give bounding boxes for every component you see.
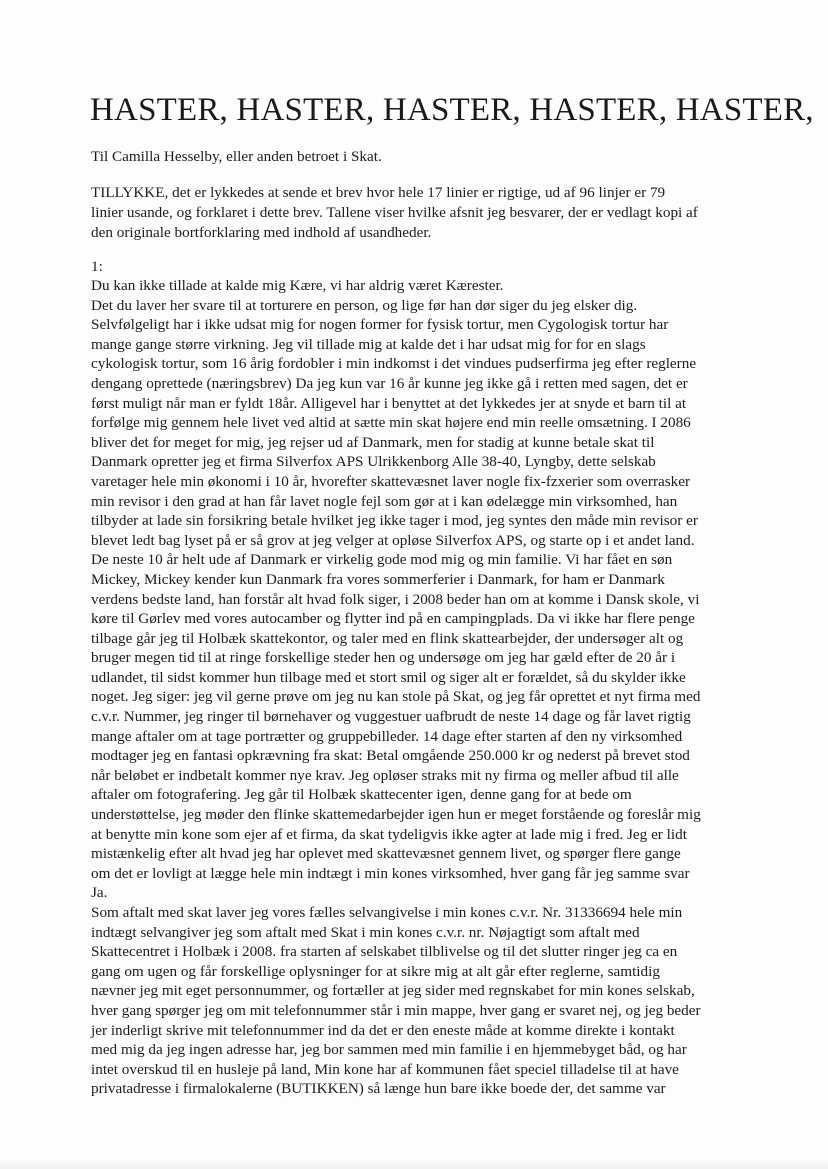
intro-line: den originale bortforklaring med indhold af usandheder. [91, 224, 432, 241]
body-line: mange aftaler om at tage portrætter og gruppebilleder. 14 dage efter starten af den ny virksomhed [91, 727, 683, 745]
body-line: modtager jeg en fantasi opkrævning fra skat: Betal omgående 250.000 kr og nederst på brevet stod [91, 747, 690, 765]
intro-paragraph [91, 183, 741, 243]
body-line: aftaler om fotografering. Jeg går til Holbæk skattecenter igen, denne gang for at bede om [91, 786, 632, 804]
body-line: udlandet, til sidst kommer hun tilbage med et stort smil og siger alt er forældet, så du skylder ikke [91, 668, 686, 686]
intro-line: linier usande, og forklaret i dette brev. Tallene viser hvilke afsnit jeg besvarer, der er vedlagt kopi af [91, 204, 698, 221]
body-line: De neste 10 år helt ude af Danmark er virkelig gode mod mig og min familie. Vi har fået en søn [91, 551, 673, 569]
body-line: køre til Gørlev med vores autocamber og flytter ind på en campingplads. Da vi ikke har flere penge [91, 610, 695, 628]
body-line: tilbage går jeg til Holbæk skattekontor, og taler med en flink skattearbejder, der undersøger alt og [91, 629, 684, 647]
body-line: om det er lovligt at lægge hele min indtægt i min kones virksomhed, hver gang får jeg samme svar [91, 864, 690, 882]
body-line: mange gange større virkning. Jeg vil tillade mig at kalde det i har udsat mig for for en slags [91, 335, 646, 353]
body-line: med mig da jeg ingen adresse har, jeg bor sammen med min familie i en hjemmebyget båd, og har [91, 1041, 687, 1059]
body-line: hver gang spørger jeg om mit telefonnummer står i min mappe, hver gang er svaret nej, og jeg beder [91, 1001, 701, 1019]
body-line: privatadresse i firmalokalerne (BUTIKKEN) så længe hun bare ikke boede der, det samme var [91, 1080, 666, 1098]
body-line: bliver det for meget for mig, jeg rejser ud af Danmark, men for stadig at kunne betale skat til [91, 433, 655, 451]
salutation-line: Til Camilla Hesselby, eller anden betroet i Skat. [91, 148, 382, 165]
intro-line: TILLYKKE, det er lykkedes at sende et brev hvor hele 17 linier er rigtige, ud af 96 linjer er 79 [91, 184, 666, 201]
body-line: jer inderligt skrive mit telefonnummer ind da det er den eneste måde at komme direkte i kontakt [91, 1021, 675, 1039]
body-line: blevet ledt bag lyset på er så grov at jeg velger at opløse Silverfox APS, og starte op i et andet land. [91, 531, 695, 549]
body-line: Skattecentret i Holbæk i 2008. fra starten af selskabet tilblivelse og til det slutter ringer jeg ca en [91, 943, 678, 961]
section-number: 1: [91, 258, 103, 275]
body-line: at benytte min kone som ejer af et firma, da skat tydeligvis ikke agter at lade mig i fred. Jeg er lidt [91, 825, 687, 843]
scan-edge [0, 1157, 828, 1169]
body-line: gang om ugen og får forskellige oplysninger for at sikre mig at alt går efter reglerne, samtidig [91, 962, 660, 980]
body-line: dengang oprettede (næringsbrev) Da jeg kun var 16 år kunne jeg ikke gå i retten med sagen, det er [91, 374, 688, 392]
body-line: Mickey, Mickey kender kun Danmark fra vores sommerferier i Danmark, for ham er Danmark [91, 570, 665, 588]
body-line: først muligt når man er fyldt 18år. Alligevel har i benyttet at det lykkedes jer at snyde et barn til at [91, 394, 687, 412]
body-line: tilbyder at lade sin forsikring betale hvilket jeg ikke tager i mod, jeg syntes den måde min revisor er [91, 512, 698, 530]
body-line: Det du laver her svare til at torturere en person, og lige før han dør siger du jeg elsker dig. [91, 296, 638, 314]
body-line: Danmark opretter jeg et firma Silverfox APS Ulrikkenborg Alle 38-40, Lyngby, dette selskab [91, 453, 656, 471]
body-line: forfølge mig gennem hele livet ved altid at sætte min skat højere end min reelle omsætning. I 2086 [91, 414, 691, 432]
document-heading: HASTER, HASTER, HASTER, HASTER, HASTER, [90, 92, 814, 128]
body-paragraph [91, 276, 751, 1099]
body-line: verdens bedste land, han forstår alt hvad folk siger, i 2008 beder han om at komme i Dansk skole, vi [91, 590, 700, 608]
body-line: Selvfølgeligt har i ikke udsat mig for nogen former for fysisk tortur, men Cygologisk tortur har [91, 316, 669, 334]
body-line: Som aftalt med skat laver jeg vores fælles selvangivelse i min kones c.v.r. Nr. 31336694 hele min [91, 904, 683, 921]
body-line: understøttelse, jeg møder den flinke skattemedarbejder igen hun er meget forstående og foreslår mig [91, 806, 701, 824]
body-line: Du kan ikke tillade at kalde mig Kære, vi har aldrig været Kærester. [91, 277, 504, 294]
body-line: mistænkelig efter alt hvad jeg har oplevet med skattevæsnet gennem livet, og spørger flere gange [91, 845, 681, 863]
body-line: nævner jeg mit eget personnummer, og fortæller at jeg sider med regnskabet for min kones selskab, [91, 982, 695, 1000]
body-line: når beløbet er indbetalt kommer nye krav. Jeg opløser straks mit ny firma og meller afbud til alle [91, 766, 679, 784]
body-line: varetager hele min økonomi i 10 år, hvorefter skattevæsnet laver nogle fix-fzxerier som overrasker [91, 472, 691, 490]
body-line: bruger megen tid til at ringe forskellige steder hen og undersøge om jeg har gæld efter de 20 år i [91, 649, 676, 667]
body-line: min revisor i den grad at han får lavet nogle fejl som gør at i kan ødelægge min virksomhed, han [91, 492, 678, 510]
body-line: intet overskud til en husleje på land, Min kone har af kommunen fået speciel tilladelse til at have [91, 1060, 679, 1078]
body-line: cykologisk tortur, som 16 årig fordobler i min indkomst i det vindues pudserfirma jeg efter reglerne [91, 355, 697, 373]
body-line: noget. Jeg siger: jeg vil gerne prøve om jeg nu kan stole på Skat, og jeg får oprettet et nyt firma med [91, 688, 701, 706]
body-line: indtægt selvangiver jeg som aftalt med Skat i min kones c.v.r. nr. Nøjagtigt som aftalt med [91, 923, 640, 941]
body-line: c.v.r. Nummer, jeg ringer til børnehaver og vuggestuer uafbrudt de neste 14 dage og får lavet rigtig [91, 708, 691, 726]
body-line: Ja. [91, 884, 108, 902]
